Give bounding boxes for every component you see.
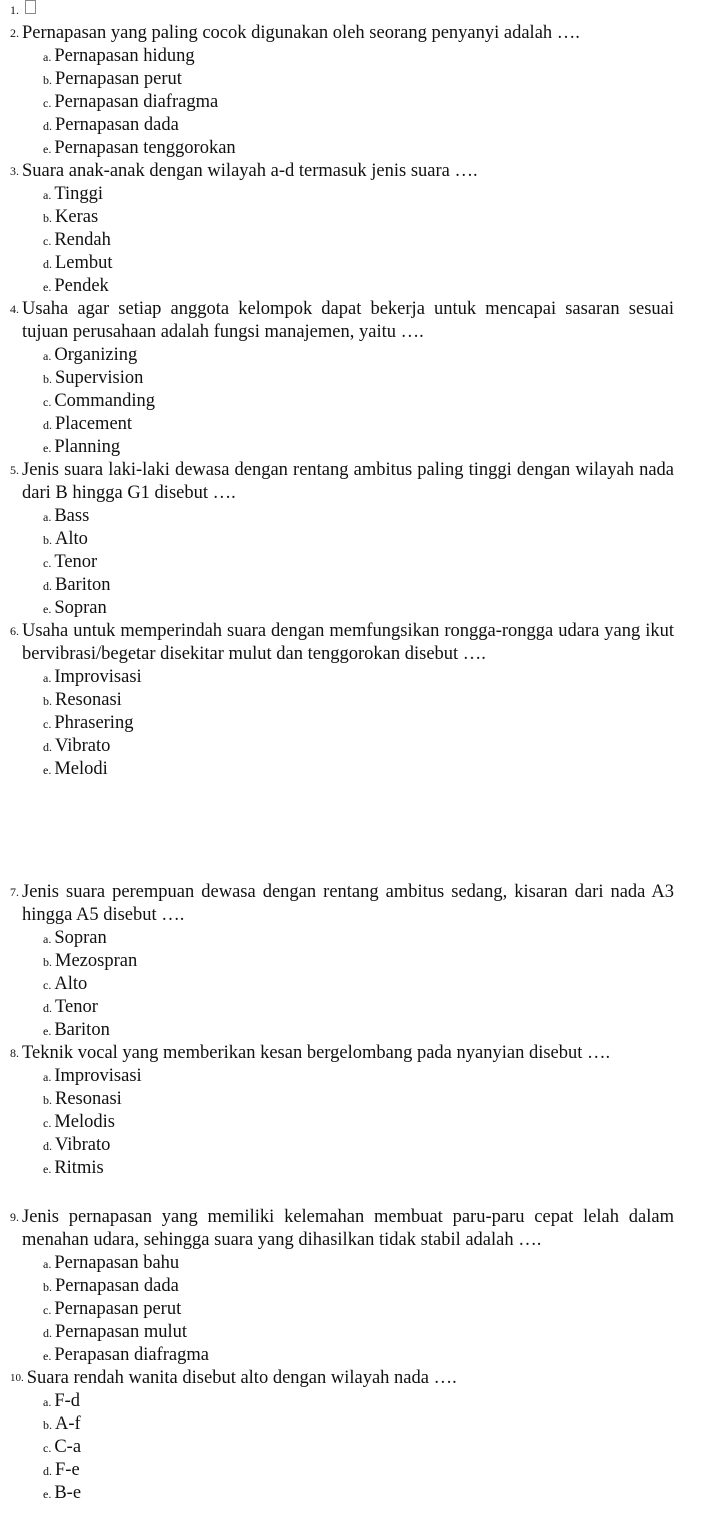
option-text: Pernapasan perut <box>54 1299 182 1319</box>
option-text: Tinggi <box>54 184 104 204</box>
option-text: Pernapasan dada <box>55 115 179 135</box>
option-letter: b. <box>43 1280 52 1294</box>
option-text: Tenor <box>54 552 98 572</box>
option-letter: b. <box>43 1093 52 1107</box>
option-text: Pernapasan diafragma <box>54 92 219 112</box>
option-letter: e. <box>43 763 52 777</box>
option-letter: b. <box>43 211 52 225</box>
option-letter: c. <box>43 978 52 992</box>
option-text: Pernapasan hidung <box>54 46 195 66</box>
option-d <box>43 413 674 436</box>
option-b <box>43 1275 674 1298</box>
option-a <box>43 1252 674 1275</box>
option-c <box>43 1298 674 1321</box>
option-text: F-e <box>55 1460 80 1480</box>
option-letter: c. <box>43 395 52 409</box>
option-b <box>43 367 674 390</box>
option-e <box>43 597 674 620</box>
option-list <box>43 344 674 459</box>
option-b <box>43 68 674 91</box>
option-d <box>43 1321 674 1344</box>
option-letter: e. <box>43 441 52 455</box>
question-number: 5. <box>10 463 19 477</box>
option-text: Resonasi <box>55 690 122 710</box>
question-9 <box>10 1206 674 1367</box>
option-letter: e. <box>43 602 52 616</box>
option-list <box>43 45 674 160</box>
option-text: Supervision <box>55 368 144 388</box>
option-text: Commanding <box>54 391 156 411</box>
option-b <box>43 206 674 229</box>
option-text: Keras <box>55 207 99 227</box>
option-a <box>43 666 674 689</box>
option-e <box>43 758 674 781</box>
option-letter: b. <box>43 73 52 87</box>
option-letter: b. <box>43 1418 52 1432</box>
option-b <box>43 1088 674 1111</box>
option-a <box>43 1390 674 1413</box>
option-text: Pernapasan tenggorokan <box>54 138 236 158</box>
option-letter: b. <box>43 533 52 547</box>
option-e <box>43 1344 674 1367</box>
question-text: Jenis pernapasan yang memiliki kelemahan membuat paru-paru cepat lelah dalam menahan udara, sehingga suara yang dihasilkan tidak stabil adalah …. <box>22 1207 674 1250</box>
option-text: Pernapasan bahu <box>54 1253 180 1273</box>
question-1 <box>10 0 674 20</box>
option-text: Alto <box>55 529 88 549</box>
option-letter: c. <box>43 1441 52 1455</box>
option-d <box>43 1134 674 1157</box>
question-text: Suara anak-anak dengan wilayah a-d termasuk jenis suara …. <box>22 161 478 181</box>
option-text: Mezospran <box>55 951 138 971</box>
option-d <box>43 735 674 758</box>
question-2 <box>10 22 674 160</box>
option-text: Ritmis <box>54 1158 104 1178</box>
question-text: Suara rendah wanita disebut alto dengan wilayah nada …. <box>26 1368 457 1388</box>
question-number: 2. <box>10 26 19 40</box>
option-letter: c. <box>43 1116 52 1130</box>
option-text: Perapasan diafragma <box>54 1345 209 1365</box>
option-list <box>43 927 674 1042</box>
option-letter: a. <box>43 932 52 946</box>
option-letter: d. <box>43 1139 52 1153</box>
question-5 <box>10 459 674 620</box>
question-number: 8. <box>10 1046 19 1060</box>
option-list <box>43 505 674 620</box>
option-letter: e. <box>43 1162 52 1176</box>
question-text: Jenis suara laki-laki dewasa dengan rentang ambitus paling tinggi dengan wilayah nada dari B hingga G1 disebut …. <box>22 460 674 503</box>
option-letter: d. <box>43 1001 52 1015</box>
option-text: Bariton <box>54 1020 110 1040</box>
option-text: Vibrato <box>55 1135 111 1155</box>
option-letter: a. <box>43 1257 52 1271</box>
question-8 <box>10 1042 674 1180</box>
option-letter: e. <box>43 142 52 156</box>
option-text: F-d <box>54 1391 81 1411</box>
option-letter: a. <box>43 671 52 685</box>
option-c <box>43 1436 674 1459</box>
option-letter: c. <box>43 717 52 731</box>
option-text: Melodi <box>54 759 108 779</box>
question-7 <box>10 881 674 1042</box>
option-b <box>43 1413 674 1436</box>
option-text: Pendek <box>54 276 109 296</box>
question-number: 3. <box>10 164 19 178</box>
option-letter: c. <box>43 234 52 248</box>
question-number: 9. <box>10 1210 19 1224</box>
option-text: Improvisasi <box>54 1066 142 1086</box>
option-text: C-a <box>54 1437 82 1457</box>
missing-glyph-icon <box>25 0 36 14</box>
option-letter: b. <box>43 694 52 708</box>
option-text: Pernapasan mulut <box>55 1322 188 1342</box>
option-text: Resonasi <box>55 1089 122 1109</box>
option-letter: a. <box>43 510 52 524</box>
option-e <box>43 1482 674 1505</box>
option-list <box>43 1390 674 1505</box>
option-e <box>43 275 674 298</box>
option-d <box>43 252 674 275</box>
option-letter: d. <box>43 257 52 271</box>
option-text: Sopran <box>54 598 107 618</box>
option-text: Rendah <box>54 230 111 250</box>
option-e <box>43 436 674 459</box>
option-text: Improvisasi <box>54 667 142 687</box>
question-text: Usaha agar setiap anggota kelompok dapat bekerja untuk mencapai sasaran sesuai tujuan perusahaan adalah fungsi manajemen, yaitu …. <box>22 299 674 342</box>
option-letter: b. <box>43 955 52 969</box>
option-letter: b. <box>43 372 52 386</box>
option-letter: a. <box>43 1070 52 1084</box>
option-letter: d. <box>43 1326 52 1340</box>
option-text: Organizing <box>54 345 138 365</box>
option-text: Vibrato <box>55 736 111 756</box>
option-c <box>43 390 674 413</box>
option-letter: d. <box>43 418 52 432</box>
option-b <box>43 528 674 551</box>
option-letter: c. <box>43 96 52 110</box>
option-c <box>43 712 674 735</box>
option-letter: a. <box>43 349 52 363</box>
option-letter: e. <box>43 1349 52 1363</box>
option-d <box>43 1459 674 1482</box>
option-a <box>43 45 674 68</box>
option-text: Sopran <box>54 928 107 948</box>
option-a <box>43 183 674 206</box>
option-a <box>43 505 674 528</box>
question-number: 10. <box>10 1372 24 1384</box>
option-c <box>43 1111 674 1134</box>
question-3 <box>10 160 674 298</box>
option-letter: d. <box>43 1464 52 1478</box>
option-letter: d. <box>43 579 52 593</box>
option-text: Tenor <box>55 997 98 1017</box>
option-text: Bass <box>54 506 90 526</box>
option-text: Bariton <box>55 575 111 595</box>
option-text: Planning <box>54 437 121 457</box>
question-text: Teknik vocal yang memberikan kesan bergelombang pada nyanyian disebut …. <box>22 1043 611 1063</box>
option-letter: a. <box>43 1395 52 1409</box>
question-text: Usaha untuk memperindah suara dengan memfungsikan rongga-rongga udara yang ikut bervibrasi/begetar disekitar mulut dan tenggorokan disebut …. <box>22 621 674 664</box>
question-number: 1. <box>10 3 19 17</box>
option-c <box>43 229 674 252</box>
option-text: Phrasering <box>54 713 134 733</box>
option-text: Pernapasan perut <box>55 69 182 89</box>
question-4 <box>10 298 674 459</box>
question-6 <box>10 620 674 781</box>
option-a <box>43 927 674 950</box>
option-text: Melodis <box>54 1112 115 1132</box>
question-number: 4. <box>10 302 19 316</box>
option-letter: d. <box>43 740 52 754</box>
option-letter: e. <box>43 280 52 294</box>
question-text: Jenis suara perempuan dewasa dengan rentang ambitus sedang, kisaran dari nada A3 hingga A5 disebut …. <box>22 882 674 925</box>
option-letter: a. <box>43 50 52 64</box>
option-letter: a. <box>43 188 52 202</box>
question-number: 7. <box>10 885 19 899</box>
option-letter: e. <box>43 1024 52 1038</box>
option-a <box>43 344 674 367</box>
option-a <box>43 1065 674 1088</box>
option-letter: c. <box>43 556 52 570</box>
option-text: Alto <box>54 974 88 994</box>
option-e <box>43 1019 674 1042</box>
option-letter: c. <box>43 1303 52 1317</box>
option-list <box>43 666 674 781</box>
question-text: Pernapasan yang paling cocok digunakan oleh seorang penyanyi adalah …. <box>22 23 580 43</box>
option-d <box>43 996 674 1019</box>
option-list <box>43 183 674 298</box>
question-10 <box>10 1367 674 1505</box>
option-e <box>43 1157 674 1180</box>
option-c <box>43 91 674 114</box>
option-d <box>43 114 674 137</box>
option-c <box>43 551 674 574</box>
option-c <box>43 973 674 996</box>
option-list <box>43 1065 674 1180</box>
option-text: Pernapasan dada <box>55 1276 179 1296</box>
option-text: A-f <box>55 1414 81 1434</box>
question-number: 6. <box>10 624 19 638</box>
option-e <box>43 137 674 160</box>
option-letter: d. <box>43 119 52 133</box>
option-text: Lembut <box>55 253 113 273</box>
option-d <box>43 574 674 597</box>
option-list <box>43 1252 674 1367</box>
option-b <box>43 689 674 712</box>
option-text: Placement <box>55 414 133 434</box>
option-text: B-e <box>54 1483 82 1503</box>
option-letter: e. <box>43 1487 52 1501</box>
option-b <box>43 950 674 973</box>
